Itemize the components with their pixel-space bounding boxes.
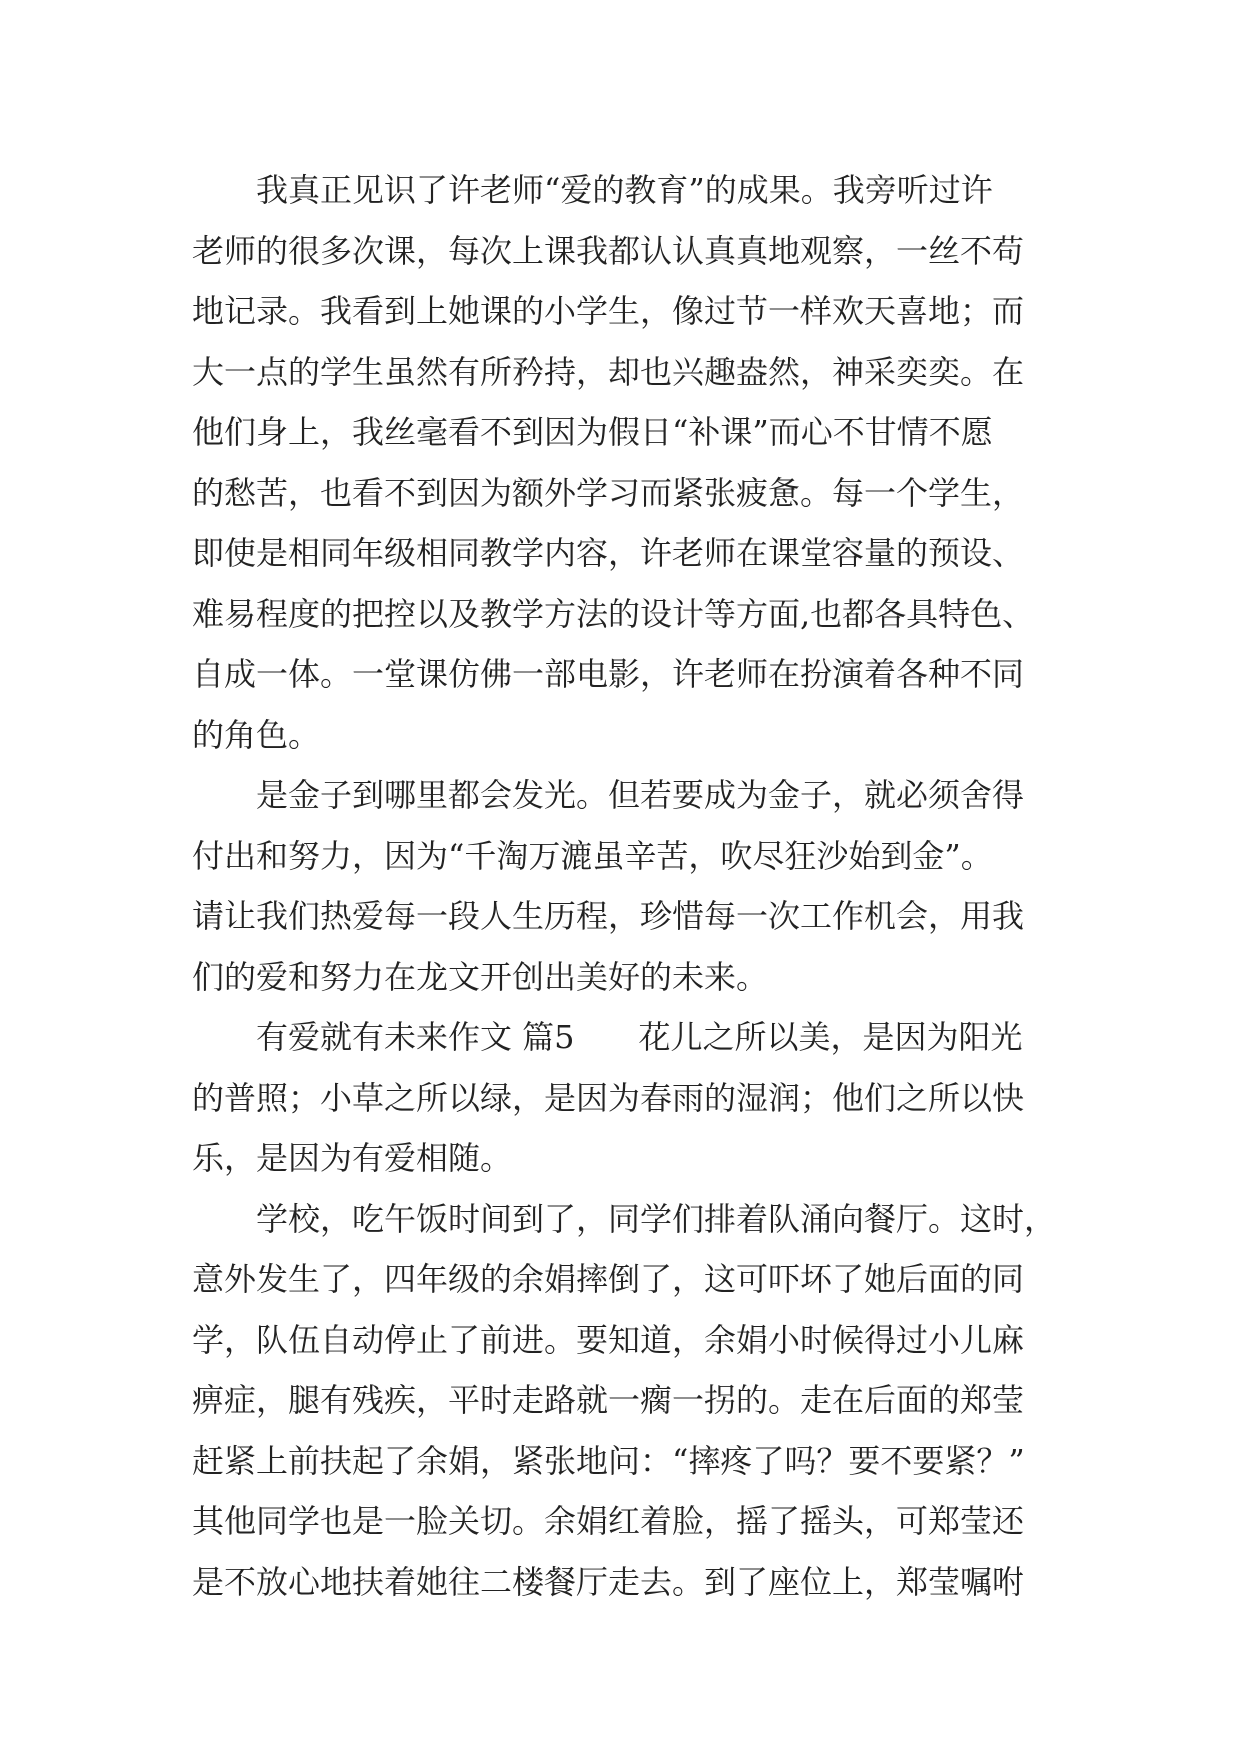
section-heading-line (192, 1007, 1052, 1068)
text-line: 大一点的学生虽然有所矜持，却也兴趣盎然，神采奕奕。在 (192, 352, 1025, 391)
text-line: 难易程度的把控以及教学方法的设计等方面,也都各具特色、 (192, 594, 1035, 633)
text-line: 即使是相同年级相同教学内容，许老师在课堂容量的预设、 (192, 534, 1025, 572)
text-line: 老师的很多次课，每次上课我都认认真真地观察，一丝不苟 (192, 231, 1025, 270)
text-line: 是金子到哪里都会发光。但若要成为金子，就必须舍得 (256, 776, 1025, 814)
text-line: 请让我们热爱每一段人生历程，珍惜每一次工作机会，用我 (192, 897, 1025, 935)
text-line: 们的爱和努力在龙文开创出美好的未来。 (192, 957, 769, 996)
text-line: 付出和努力，因为“千淘万漉虽辛苦，吹尽狂沙始到金”。 (192, 836, 993, 875)
text-line: 的角色。 (192, 715, 321, 754)
text-line: 学，队伍自动停止了前进。要知道，余娟小时候得过小儿麻 (192, 1320, 1025, 1359)
text-line: 乐，是因为有爱相随。 (192, 1139, 513, 1177)
text-line: 我真正见识了许老师“爱的教育”的成果。我旁听过许 (256, 171, 993, 209)
text-line: 赶紧上前扶起了余娟，紧张地问：“摔疼了吗？要不要紧？” (192, 1441, 1025, 1480)
text-line: 他们身上，我丝毫看不到因为假日“补课”而心不甘情不愿 (192, 413, 993, 451)
text-line: 的愁苦，也看不到因为额外学习而紧张疲惫。每一个学生， (192, 473, 1025, 512)
text-line: 学校，吃午饭时间到了，同学们排着队涌向餐厅。这时， (256, 1199, 1057, 1238)
section-heading: 有爱就有未来作文 篇5 (256, 1018, 575, 1056)
article-body (192, 160, 1057, 1612)
text-line: 痹症，腿有残疾，平时走路就一瘸一拐的。走在后面的郑莹 (192, 1381, 1025, 1419)
text-line: 花儿之所以美，是因为阳光 (638, 1018, 1023, 1056)
text-line: 其他同学也是一脸关切。余娟红着脸，摇了摇头，可郑莹还 (192, 1502, 1025, 1540)
text-line: 地记录。我看到上她课的小学生，像过节一样欢天喜地；而 (192, 292, 1025, 330)
text-line: 的普照；小草之所以绿，是因为春雨的湿润；他们之所以快 (192, 1078, 1025, 1117)
text-line: 自成一体。一堂课仿佛一部电影，许老师在扮演着各种不同 (192, 655, 1025, 693)
text-line: 是不放心地扶着她往二楼餐厅走去。到了座位上，郑莹嘱咐 (192, 1562, 1025, 1601)
text-line: 意外发生了，四年级的余娟摔倒了，这可吓坏了她后面的同 (192, 1260, 1025, 1298)
